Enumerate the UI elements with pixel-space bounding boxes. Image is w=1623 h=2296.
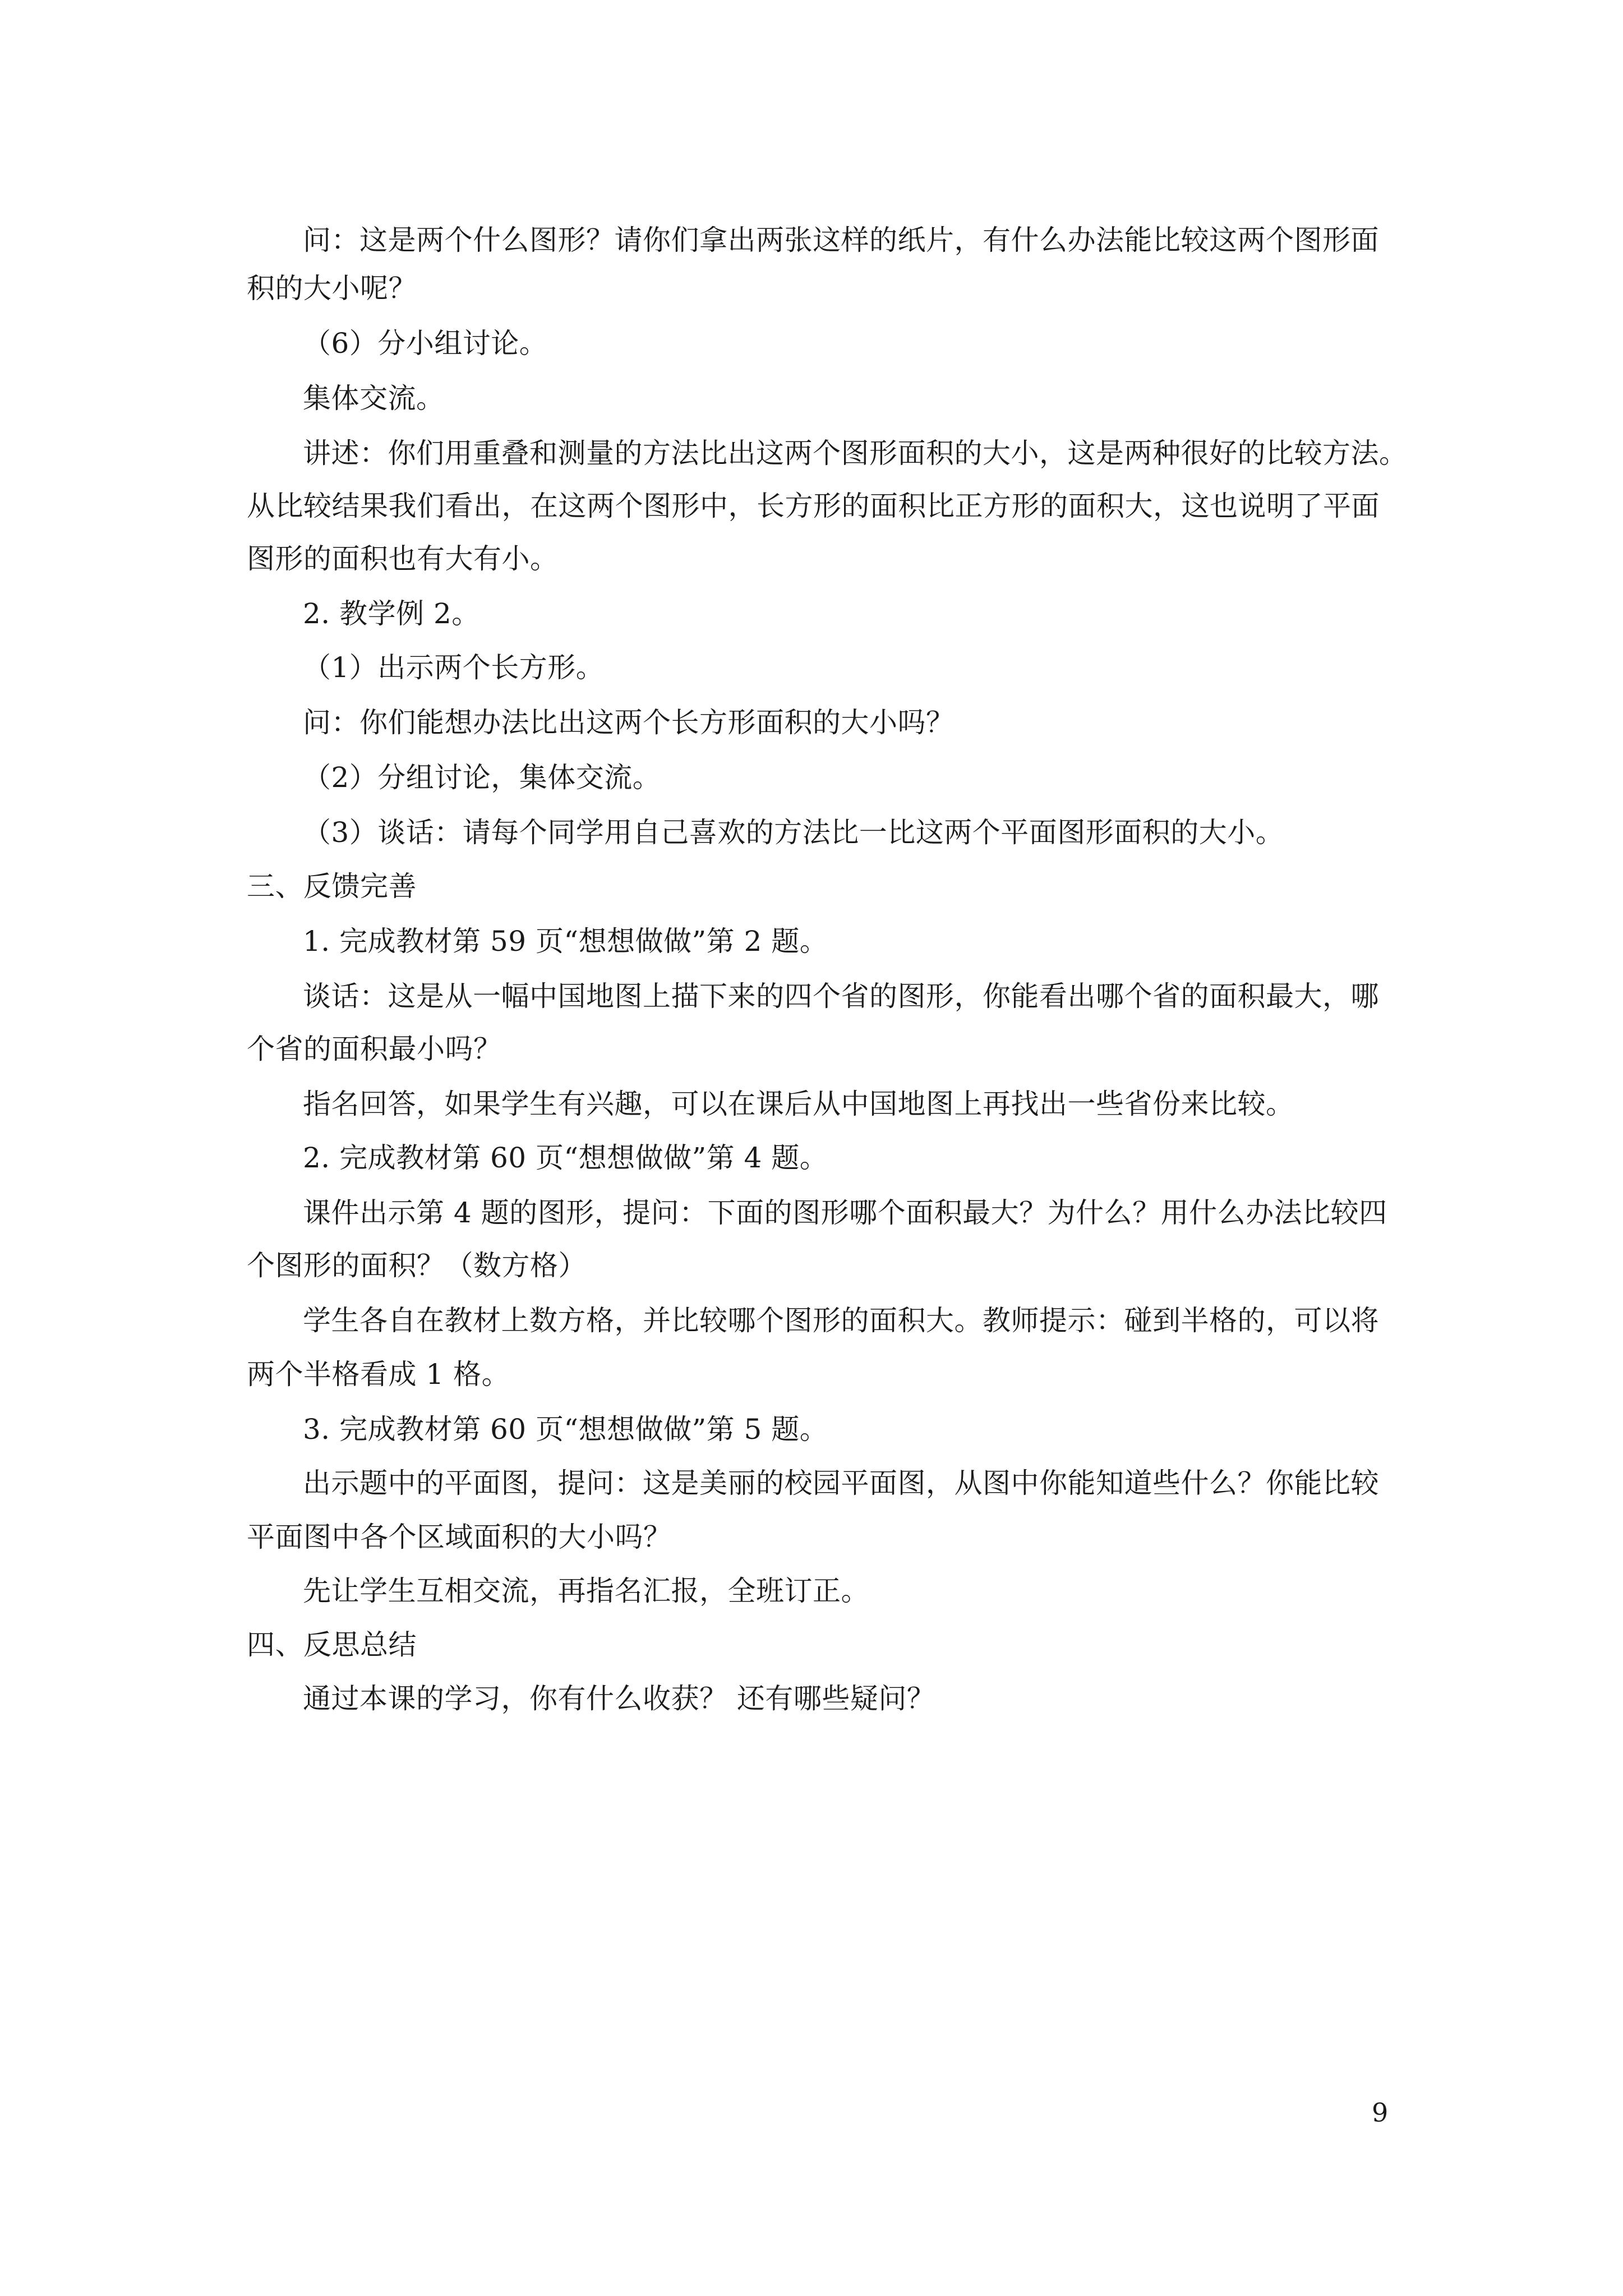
text-line: 平面图中各个区域面积的大小吗？ xyxy=(247,1521,672,1553)
text-line: 积的大小呢？ xyxy=(247,272,417,305)
text-line: 课件出示第 4 题的图形，提问：下面的图形哪个面积最大？为什么？用什么办法比较四 xyxy=(303,1197,1387,1229)
page-number: 9 xyxy=(1372,2097,1389,2128)
text-line: （6）分小组讨论。 xyxy=(303,327,548,360)
text-line: 讲述：你们用重叠和测量的方法比出这两个图形面积的大小，这是两种很好的比较方法。 xyxy=(303,437,1408,470)
text-line: 问：这是两个什么图形？请你们拿出两张这样的纸片，有什么办法能比较这两个图形面 xyxy=(303,224,1379,256)
section-heading: 2. 完成教材第 60 页“想想做做”第 4 题。 xyxy=(303,1142,828,1174)
section-heading: 1. 完成教材第 59 页“想想做做”第 2 题。 xyxy=(303,925,828,958)
text-line: 指名回答，如果学生有兴趣，可以在课后从中国地图上再找出一些省份来比较。 xyxy=(303,1088,1294,1120)
section-heading: 四、反思总结 xyxy=(247,1628,417,1661)
text-line: 先让学生互相交流，再指名汇报，全班订正。 xyxy=(303,1575,869,1607)
section-heading: 三、反馈完善 xyxy=(247,870,417,903)
text-line: 谈话：这是从一幅中国地图上描下来的四个省的图形，你能看出哪个省的面积最大，哪 xyxy=(303,980,1379,1013)
text-line: 通过本课的学习，你有什么收获？ 还有哪些疑问？ xyxy=(303,1682,935,1715)
text-line: （1）出示两个长方形。 xyxy=(303,651,605,684)
text-line: 图形的面积也有大有小。 xyxy=(247,542,559,575)
text-line: 个省的面积最小吗？ xyxy=(247,1033,502,1065)
text-line: 学生各自在教材上数方格，并比较哪个图形的面积大。教师提示：碰到半格的，可以将 xyxy=(303,1304,1379,1337)
text-line: 个图形的面积？（数方格） xyxy=(247,1249,587,1282)
text-line: 问：你们能想办法比出这两个长方形面积的大小吗？ xyxy=(303,706,955,739)
section-heading: 2. 教学例 2。 xyxy=(303,597,480,630)
text-line: （3）谈话：请每个同学用自己喜欢的方法比一比这两个平面图形面积的大小。 xyxy=(303,816,1284,849)
text-line: 从比较结果我们看出，在这两个图形中，长方形的面积比正方形的面积大，这也说明了平面 xyxy=(247,490,1380,522)
section-heading: 3. 完成教材第 60 页“想想做做”第 5 题。 xyxy=(303,1413,828,1446)
text-line: （2）分组讨论，集体交流。 xyxy=(303,761,661,794)
text-line: 两个半格看成 1 格。 xyxy=(247,1358,510,1391)
text-line: 集体交流。 xyxy=(303,382,445,415)
text-line: 出示题中的平面图，提问：这是美丽的校园平面图，从图中你能知道些什么？你能比较 xyxy=(303,1467,1379,1499)
